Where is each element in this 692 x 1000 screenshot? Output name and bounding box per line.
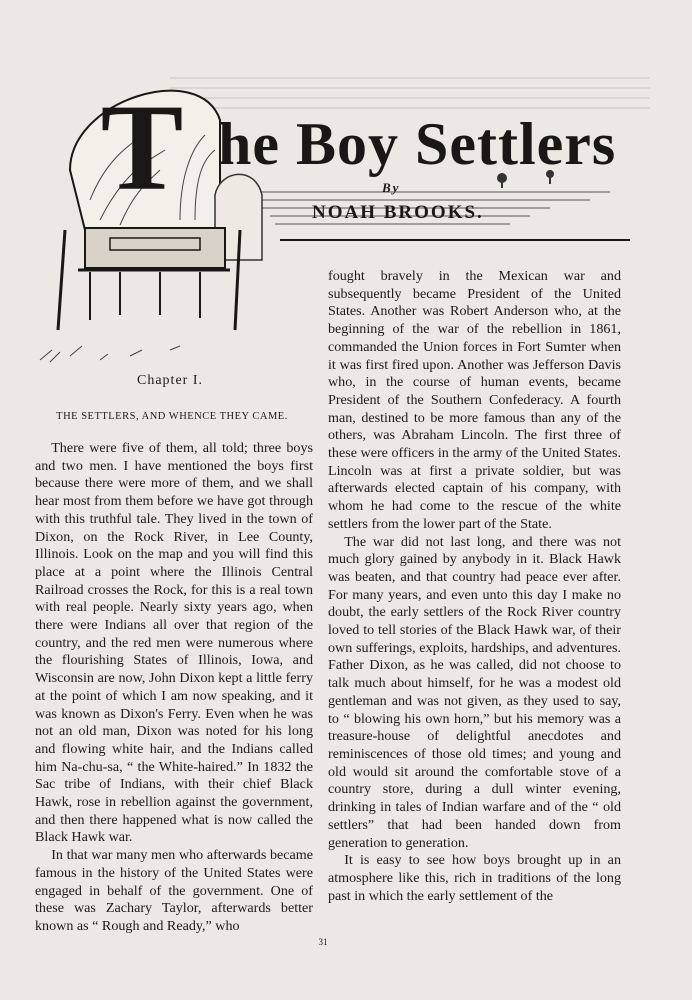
paragraph: In that war many men who afterwards became famous in the history of the United States were engaged in behalf of the government. One of these was Zachary Taylor, afterwards better known as “ Rough and Ready,” who <box>35 847 313 934</box>
paragraph: It is easy to see how boys brought up in an atmosphere like this, rich in traditions of the long past in which the early settlement of the <box>328 852 621 904</box>
chapter-subtitle: THE SETTLERS, AND WHENCE THEY CAME. <box>56 411 288 422</box>
title-initial-letter: T <box>100 79 184 216</box>
page-title: he Boy Settlers <box>218 111 617 177</box>
paragraph: The war did not last long, and there was not much glory gained by anybody in it. Black Hawk was beaten, and that country had peace ever after. For many years, and even unto this day I make no doubt, the early settlers of the Rock River country loved to tell stories of the Black Hawk war, of their own sufferings, exploits, hardships, and adventures. Father Dixon, as he was called, did not choose to talk much about himself, for he was a modest old gentleman and was not given, as they used to say, to “ blowing his own horn,” but his memory was a treasure-house of delightful anecdotes and reminiscences of those old times; and young and old would sit around the comfortable stove of a country store, during a dull winter evening, drinking in tales of Indian warfare and of the “ old settlers” that had been handed down from generation to generation. <box>328 533 621 851</box>
text-column-left <box>35 440 313 936</box>
byline-author: NOAH BROOKS. <box>312 202 484 223</box>
page-number: 31 <box>318 937 328 947</box>
paragraph: There were five of them, all told; three boys and two men. I have mentioned the boys first because there were more of them, and we shall hear most from them before we have got through with this truthful tale. They lived in the town of Dixon, on the Rock River, in Lee County, Illinois. Look on the map and you will find this place at a point where the Illinois Central Railroad crosses the Rock, for this is a real town with real people. Nearly sixty years ago, when there were Indians all over that region of the country, and the red men were numerous where the flourishing States of Illinois, Iowa, and Wisconsin are now, John Dixon kept a little ferry at the point of which I am now speaking, and it was known as Dixon's Ferry. Even when he was not an old man, Dixon was noted for his long and flowing white hair, and the Indians called him Na-chu-sa, “ the White-haired.” In 1832 the Sac tribe of Indians, with their chief Black Hawk, rose in rebellion against the government, and then there happened what is now called the Black Hawk war. <box>35 440 313 846</box>
text-column-right <box>328 268 621 905</box>
byline-by: By <box>382 180 401 195</box>
paragraph: fought bravely in the Mexican war and subsequently became President of the United States. Another was Robert Anderson who, at the beginning of the war of the rebellion in 1861, commanded the Union forces in Fort Sumter when it was first fired upon. Another was Jefferson Davis who, in the course of human events, became President of the Southern Confederacy. A fourth man, destined to be more famous than any of the others, was Abraham Lincoln. The first three of these were officers in the army of the United States. Lincoln was at first a private soldier, but was afterwards elected captain of his company, with whom he had come to the rescue of the white settlers from the lower part of the State. <box>328 268 621 532</box>
chapter-heading: Chapter I. <box>137 373 203 388</box>
